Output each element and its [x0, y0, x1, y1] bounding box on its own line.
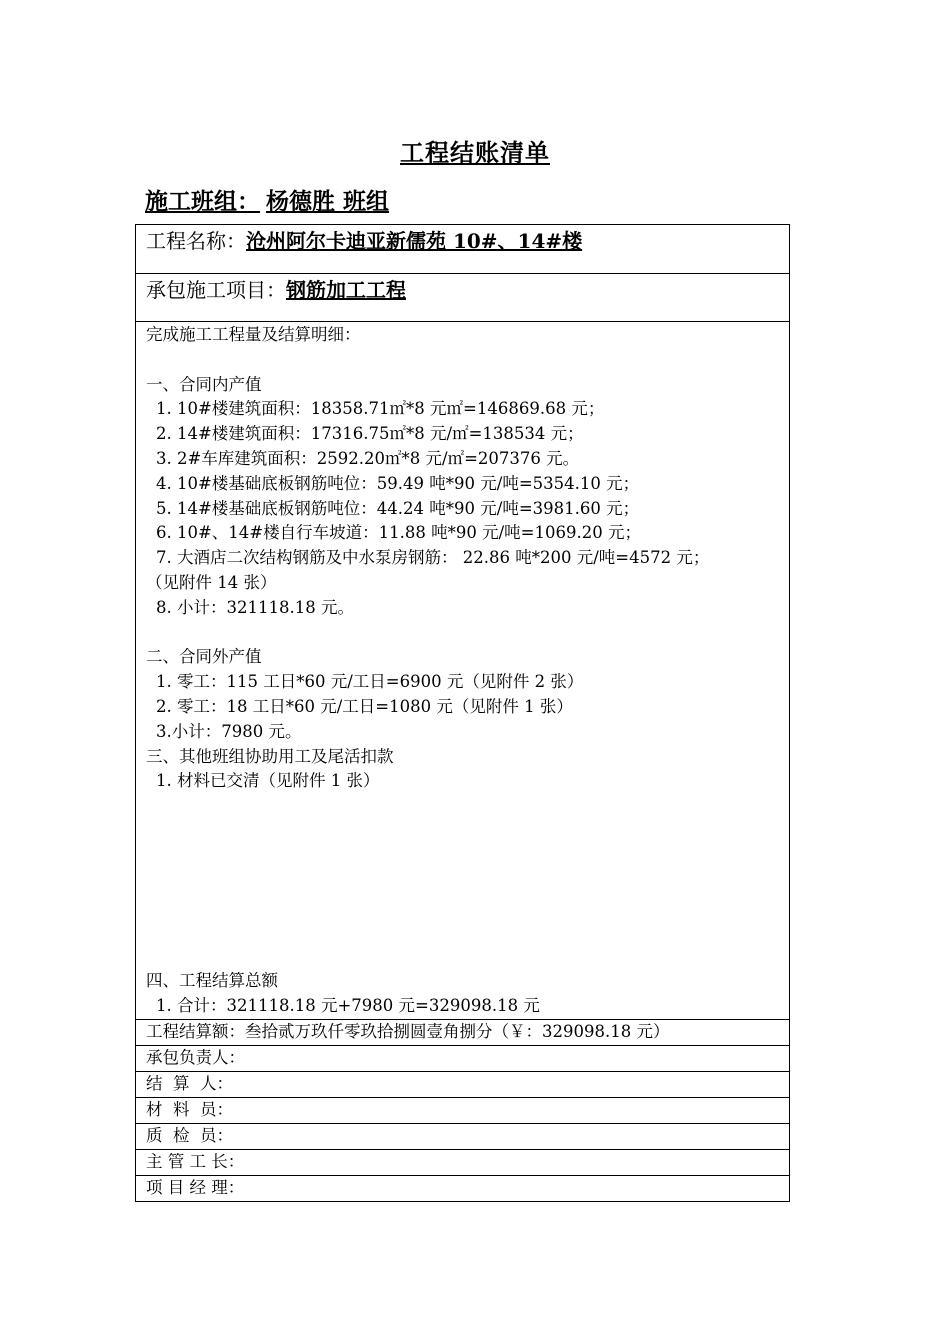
section1-item: 3. 2#车库建筑面积：2592.20㎡*8 元/㎡=207376 元。	[156, 448, 580, 468]
signature-settler: 结 算 人：	[136, 1071, 790, 1097]
section1-item: 6. 10#、14#楼自行车坡道：11.88 吨*90 元/吨=1069.20 元；	[156, 523, 641, 543]
section4-item: 1. 合计：321118.18 元+7980 元=329098.18 元	[156, 995, 540, 1015]
settlement-amount-row	[136, 1019, 790, 1045]
project-row	[136, 225, 790, 274]
team-label: 施工班组：	[145, 188, 260, 215]
section1-item: 2. 14#楼建筑面积：17316.75㎡*8 元/㎡=138534 元；	[156, 424, 584, 444]
signature-row	[136, 1045, 790, 1071]
signature-row	[136, 1097, 790, 1123]
project-label: 工程名称：	[146, 229, 246, 253]
signature-project-manager: 项 目 经 理：	[136, 1175, 790, 1201]
section2-item: 3.小计：7980 元。	[156, 721, 302, 741]
document-title: 工程结账清单	[400, 138, 550, 167]
settlement-amount: 工程结算额：叁拾贰万玖仟零玖拾捌圆壹角捌分（￥：329098.18 元）	[136, 1019, 790, 1045]
contract-item-label: 承包施工项目：	[146, 278, 286, 302]
signature-material-officer: 材 料 员：	[136, 1097, 790, 1123]
section3-title: 三、其他班组协助用工及尾活扣款	[146, 746, 394, 766]
section2-item: 2. 零工：18 工日*60 元/工日=1080 元（见附件 1 张）	[156, 696, 573, 716]
section1-item: 7. 大酒店二次结构钢筋及中水泵房钢筋： 22.86 吨*200 元/吨=4572 元；	[156, 548, 710, 568]
settlement-table	[135, 224, 790, 1202]
section1-item: 8. 小计：321118.18 元。	[156, 597, 354, 617]
section2-title: 二、合同外产值	[146, 647, 262, 667]
section1-item: 5. 14#楼基础底板钢筋吨位：44.24 吨*90 元/吨=3981.60 元；	[156, 498, 640, 518]
contract-item-row	[136, 274, 790, 322]
section1-item: 4. 10#楼基础底板钢筋吨位：59.49 吨*90 元/吨=5354.10 元；	[156, 473, 640, 493]
details-row	[136, 322, 790, 1020]
details-heading: 完成施工工程量及结算明细：	[146, 325, 361, 344]
section4-title: 四、工程结算总额	[146, 971, 278, 991]
signature-row	[136, 1149, 790, 1175]
signature-row	[136, 1071, 790, 1097]
team-value: 杨德胜 班组	[266, 188, 390, 215]
section1-item: （见附件 14 张）	[146, 572, 277, 592]
section1-item: 1. 10#楼建筑面积：18358.71㎡*8 元㎡=146869.68 元；	[156, 399, 605, 419]
signature-row	[136, 1123, 790, 1149]
team-line	[145, 183, 395, 216]
contract-item-value: 钢筋加工工程	[286, 278, 406, 302]
signature-contractor-lead: 承包负责人：	[136, 1045, 790, 1071]
signature-row	[136, 1175, 790, 1201]
section2-item: 1. 零工：115 工日*60 元/工日=6900 元（见附件 2 张）	[156, 672, 584, 692]
section1-title: 一、合同内产值	[146, 374, 262, 394]
project-value: 沧州阿尔卡迪亚新儒苑 10#、14#楼	[246, 229, 583, 253]
section3-item: 1. 材料已交清（见附件 1 张）	[156, 771, 380, 791]
signature-site-foreman: 主 管 工 长：	[136, 1149, 790, 1175]
signature-quality-inspector: 质 检 员：	[136, 1123, 790, 1149]
